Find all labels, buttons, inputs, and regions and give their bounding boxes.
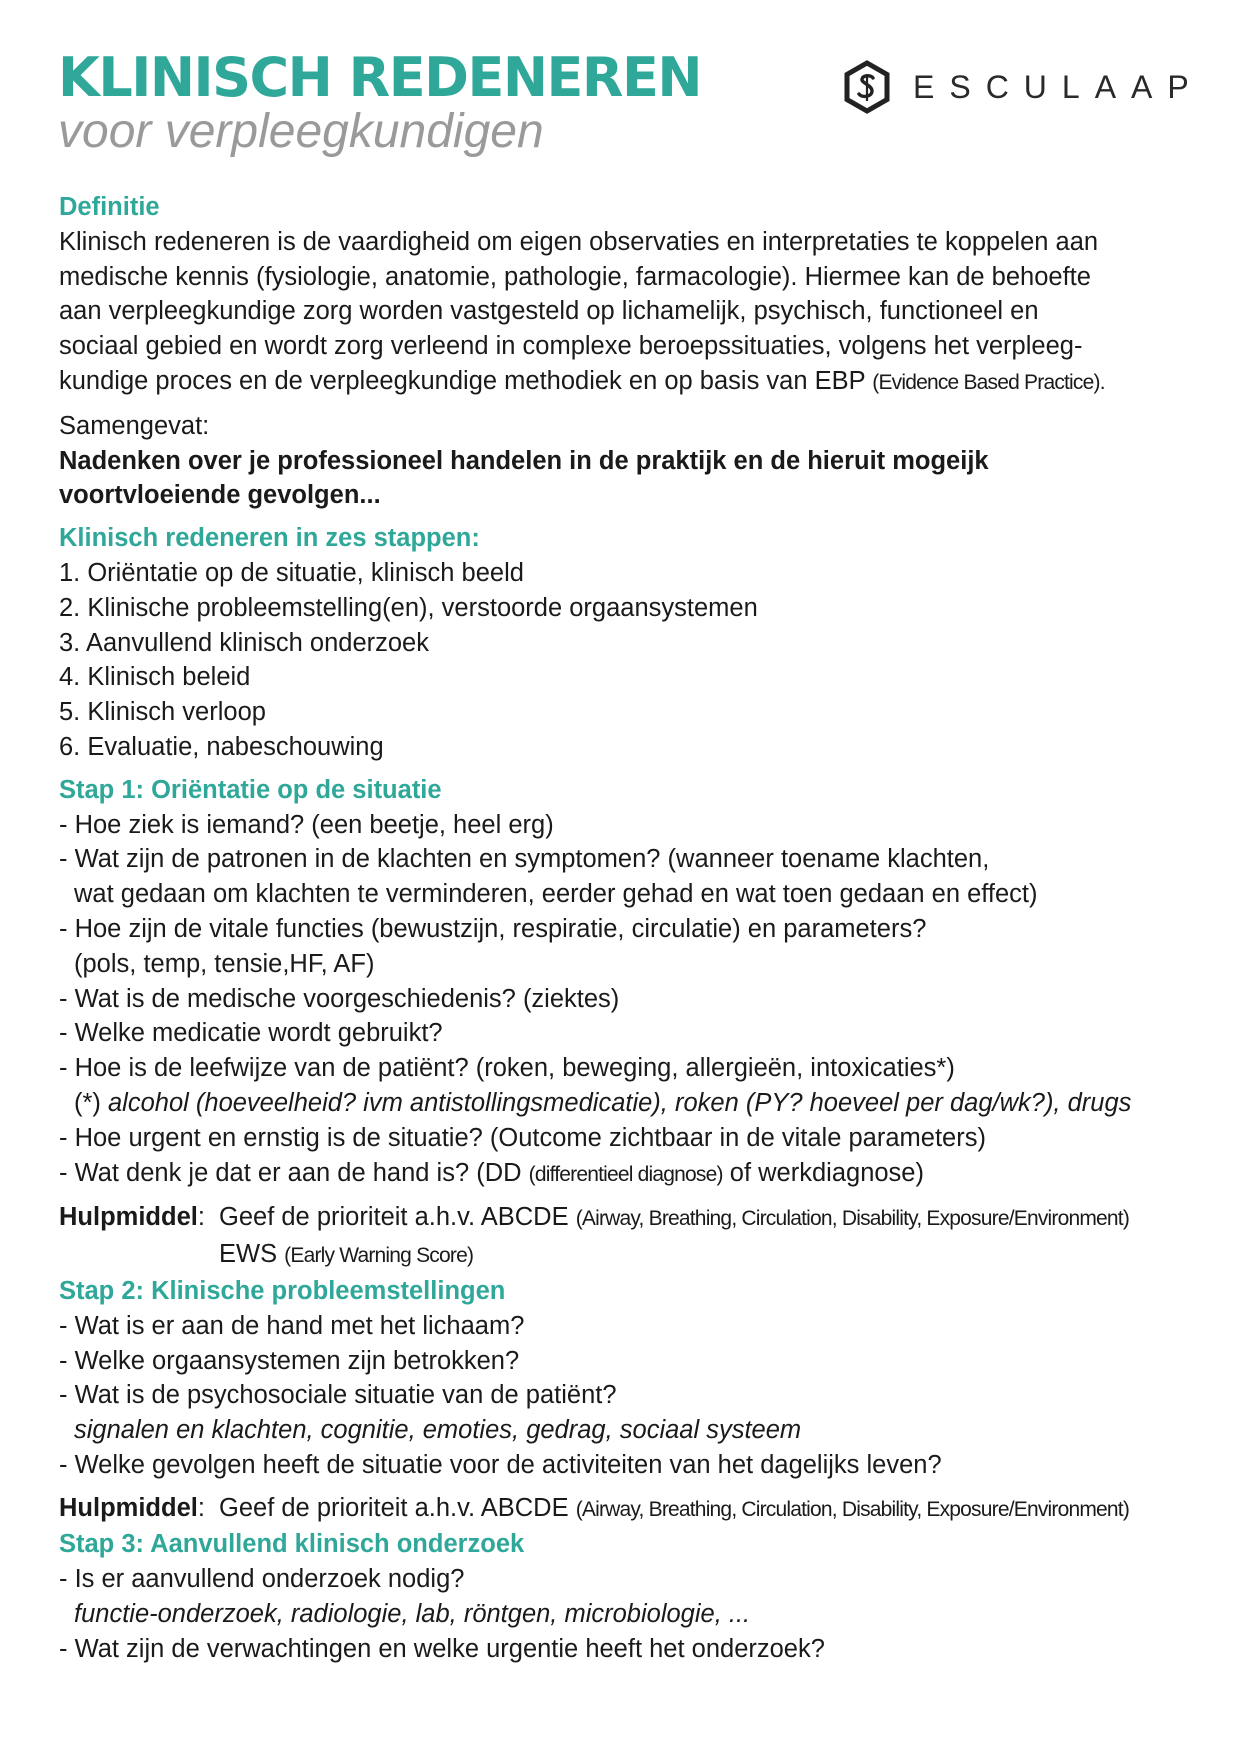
summary-text: Nadenken over je professioneel handelen in de praktijk en de hieruit mogeijk (59, 446, 989, 475)
six-steps-heading: Klinisch redeneren in zes stappen: (59, 524, 480, 553)
definition-line: Klinisch redeneren is de vaardigheid om eigen observaties en interpretaties te koppelen aan (59, 227, 1099, 256)
definition-line-last (59, 364, 1189, 401)
q8-suffix: of werkdiagnose) (722, 1158, 924, 1187)
hulpmiddel-text: Geef de prioriteit a.h.v. ABCDE (219, 1493, 576, 1522)
header (58, 48, 701, 158)
step2-question: - Wat is er aan de hand met het lichaam? (59, 1311, 525, 1340)
hulpmiddel-body (219, 1491, 1129, 1528)
step1-question: - Wat zijn de patronen in de klachten en symptomen? (wanneer toename klachten, (59, 845, 990, 874)
step-list-item: 4. Klinisch beleid (59, 663, 251, 692)
hulpmiddel-line (219, 1237, 1129, 1274)
step2-question: - Welke gevolgen heeft de situatie voor de activiteiten van het dagelijks leven? (59, 1450, 942, 1479)
step1-question (59, 1156, 1189, 1193)
hulpmiddel-body (219, 1200, 1129, 1274)
step2-hulpmiddel (59, 1491, 1189, 1528)
definition-line: medische kennis (fysiologie, anatomie, pathologie, farmacologie). Hiermee kan de behoefte (59, 262, 1091, 291)
summary-label: Samengevat: (59, 411, 210, 440)
hulpmiddel-line (219, 1200, 1129, 1237)
step2-question: - Welke orgaansystemen zijn betrokken? (59, 1346, 520, 1375)
step2-heading: Stap 2: Klinische probleemstellingen (59, 1276, 506, 1305)
document-title: KLINISCH REDENEREN (58, 46, 702, 109)
esculaap-logo (843, 60, 1204, 114)
hulpmiddel-label (59, 1200, 219, 1274)
definition-last-text: kundige proces en de verpleegkundige methodiek en op basis van EBP (59, 366, 873, 395)
footnote-marker: (*) (74, 1088, 108, 1117)
hulpmiddel-colon: : (197, 1203, 205, 1232)
step3-question: - Wat zijn de verwachtingen en welke urgentie heeft het onderzoek? (59, 1634, 825, 1663)
dd-expansion: (differentieel diagnose) (528, 1162, 723, 1186)
step3-question: - Is er aanvullend onderzoek nodig? (59, 1565, 465, 1594)
step1-question-cont: (pols, temp, tensie,HF, AF) (74, 949, 375, 978)
step3-heading: Stap 3: Aanvullend klinisch onderzoek (59, 1530, 525, 1559)
ews-text: EWS (219, 1240, 285, 1269)
step-list-item: 5. Klinisch verloop (59, 698, 266, 727)
q8-text: - Wat denk je dat er aan de hand is? (DD (59, 1158, 529, 1187)
step1-question: - Hoe zijn de vitale functies (bewustzijn, respiratie, circulatie) en parameters? (59, 914, 927, 943)
hulpmiddel-label (59, 1491, 219, 1528)
esculaap-hexagon-s-icon (843, 60, 891, 114)
step2-question: - Wat is de psychosociale situatie van de patiënt? (59, 1381, 617, 1410)
step2-question-cont: signalen en klachten, cognitie, emoties, gedrag, sociaal systeem (74, 1416, 802, 1445)
hulpmiddel-word: Hulpmiddel (59, 1203, 198, 1232)
summary-text: voortvloeiende gevolgen... (59, 481, 381, 510)
step3-question-cont: functie-onderzoek, radiologie, lab, röntgen, microbiologie, ... (74, 1600, 751, 1629)
step-list-item: 3. Aanvullend klinisch onderzoek (59, 628, 429, 657)
definition-paragraph (59, 225, 1189, 401)
definition-heading: Definitie (59, 193, 160, 221)
ebp-expansion: (Evidence Based Practice). (872, 370, 1105, 394)
abcde-expansion: (Airway, Breathing, Circulation, Disability, Exposure/Environment) (575, 1497, 1130, 1521)
step-list-item: 6. Evaluatie, nabeschouwing (59, 732, 384, 761)
document-subtitle: voor verpleegkundigen (58, 105, 544, 158)
footnote-text: alcohol (hoeveelheid? ivm antistollingsmedicatie), roken (PY? hoeveel per dag/wk?), drugs (108, 1088, 1132, 1117)
step1-question: - Hoe ziek is iemand? (een beetje, heel erg) (59, 810, 554, 839)
ews-expansion: (Early Warning Score) (284, 1244, 474, 1268)
step-list-item: 1. Oriëntatie op de situatie, klinisch beeld (59, 558, 524, 587)
step1-heading: Stap 1: Oriëntatie op de situatie (59, 775, 442, 804)
hulpmiddel-text: Geef de prioriteit a.h.v. ABCDE (219, 1203, 576, 1232)
step1-question-cont: wat gedaan om klachten te verminderen, eerder gehad en wat toen gedaan en effect) (74, 880, 1038, 909)
step1-footnote (59, 1086, 1189, 1121)
step1-question: - Welke medicatie wordt gebruikt? (59, 1019, 443, 1048)
hulpmiddel-word: Hulpmiddel (59, 1493, 198, 1522)
definition-line: aan verpleegkundige zorg worden vastgesteld op lichamelijk, psychisch, functioneel en (59, 297, 1039, 326)
content (59, 190, 1189, 1667)
step-list-item: 2. Klinische probleemstelling(en), verstoorde orgaansystemen (59, 593, 758, 622)
hulpmiddel-colon: : (197, 1493, 205, 1522)
hulpmiddel-line (219, 1491, 1129, 1528)
step1-hulpmiddel (59, 1200, 1189, 1274)
step1-question: - Hoe urgent en ernstig is de situatie? (Outcome zichtbaar in de vitale parameters) (59, 1123, 986, 1152)
logo-wordmark: ESCULAAP (913, 68, 1204, 105)
step1-question: - Wat is de medische voorgeschiedenis? (ziektes) (59, 984, 620, 1013)
step1-question: - Hoe is de leefwijze van de patiënt? (roken, beweging, allergieën, intoxicaties*) (59, 1054, 955, 1083)
definition-line: sociaal gebied en wordt zorg verleend in complexe beroepssituaties, volgens het verpleeg- (59, 332, 1083, 361)
abcde-expansion: (Airway, Breathing, Circulation, Disability, Exposure/Environment) (575, 1207, 1130, 1231)
